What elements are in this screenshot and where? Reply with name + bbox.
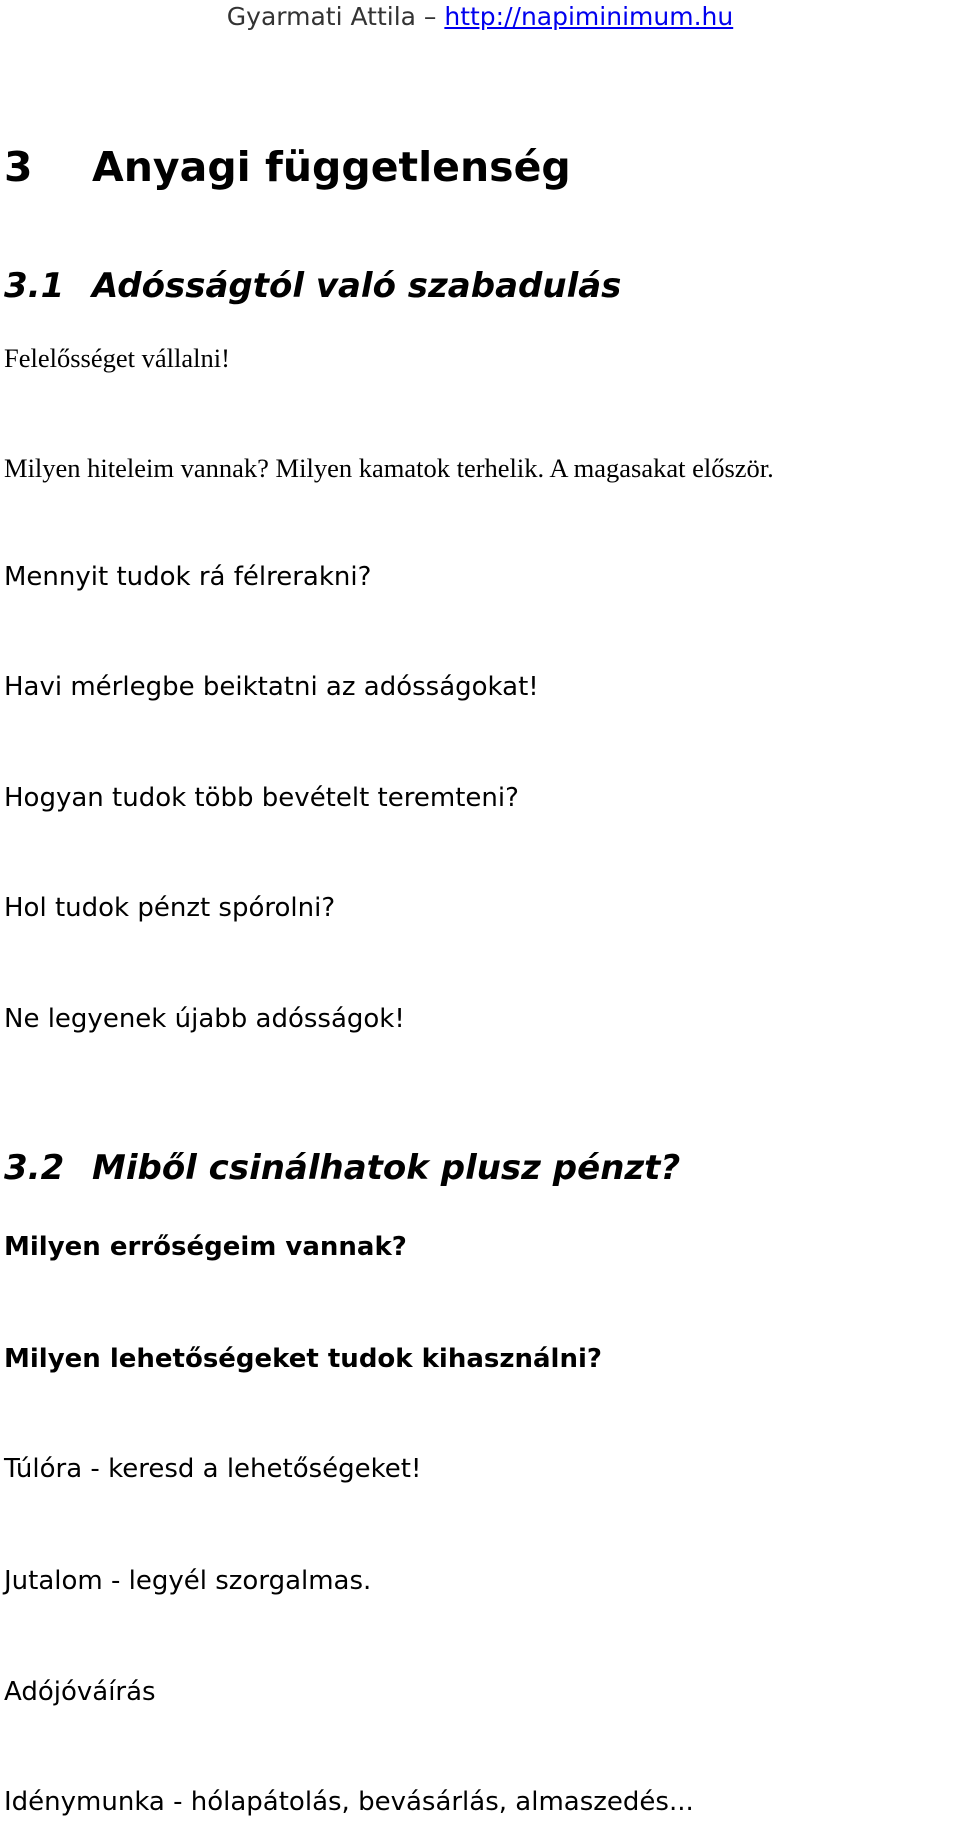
header-url-link[interactable]: http://napiminimum.hu (444, 2, 734, 31)
section-number: 3.2 (4, 1148, 65, 1188)
section-title: Adósságtól való szabadulás (92, 266, 622, 306)
section-heading-3-2 (4, 1148, 680, 1188)
section-heading-3-1 (4, 266, 621, 306)
bold-question: Milyen lehetőségeket tudok kihasználni? (4, 1344, 602, 1374)
list-item: Túlóra - keresd a lehetőségeket! (4, 1454, 422, 1484)
paragraph: Havi mérlegbe beiktatni az adósságokat! (4, 672, 539, 702)
paragraph: Felelősséget vállalni! (4, 343, 230, 373)
paragraph: Milyen hiteleim vannak? Milyen kamatok terhelik. A magasakat először. (4, 453, 774, 483)
paragraph: Hogyan tudok több bevételt teremteni? (4, 783, 519, 813)
header-author: Gyarmati Attila – (226, 2, 437, 31)
paragraph: Mennyit tudok rá félrerakni? (4, 562, 372, 592)
paragraph: Ne legyenek újabb adósságok! (4, 1004, 405, 1034)
chapter-title: Anyagi függetlenség (92, 143, 571, 191)
section-number: 3.1 (4, 266, 65, 306)
chapter-heading (4, 143, 571, 191)
list-item: Adójóváírás (4, 1677, 156, 1707)
section-title: Miből csinálhatok plusz pénzt? (92, 1148, 681, 1188)
page-header (0, 2, 960, 31)
bold-question: Milyen errőségeim vannak? (4, 1232, 407, 1262)
list-item: Idénymunka - hólapátolás, bevásárlás, almaszedés... (4, 1787, 694, 1817)
paragraph: Hol tudok pénzt spórolni? (4, 893, 336, 923)
list-item: Jutalom - legyél szorgalmas. (4, 1566, 372, 1596)
chapter-number: 3 (4, 143, 33, 191)
